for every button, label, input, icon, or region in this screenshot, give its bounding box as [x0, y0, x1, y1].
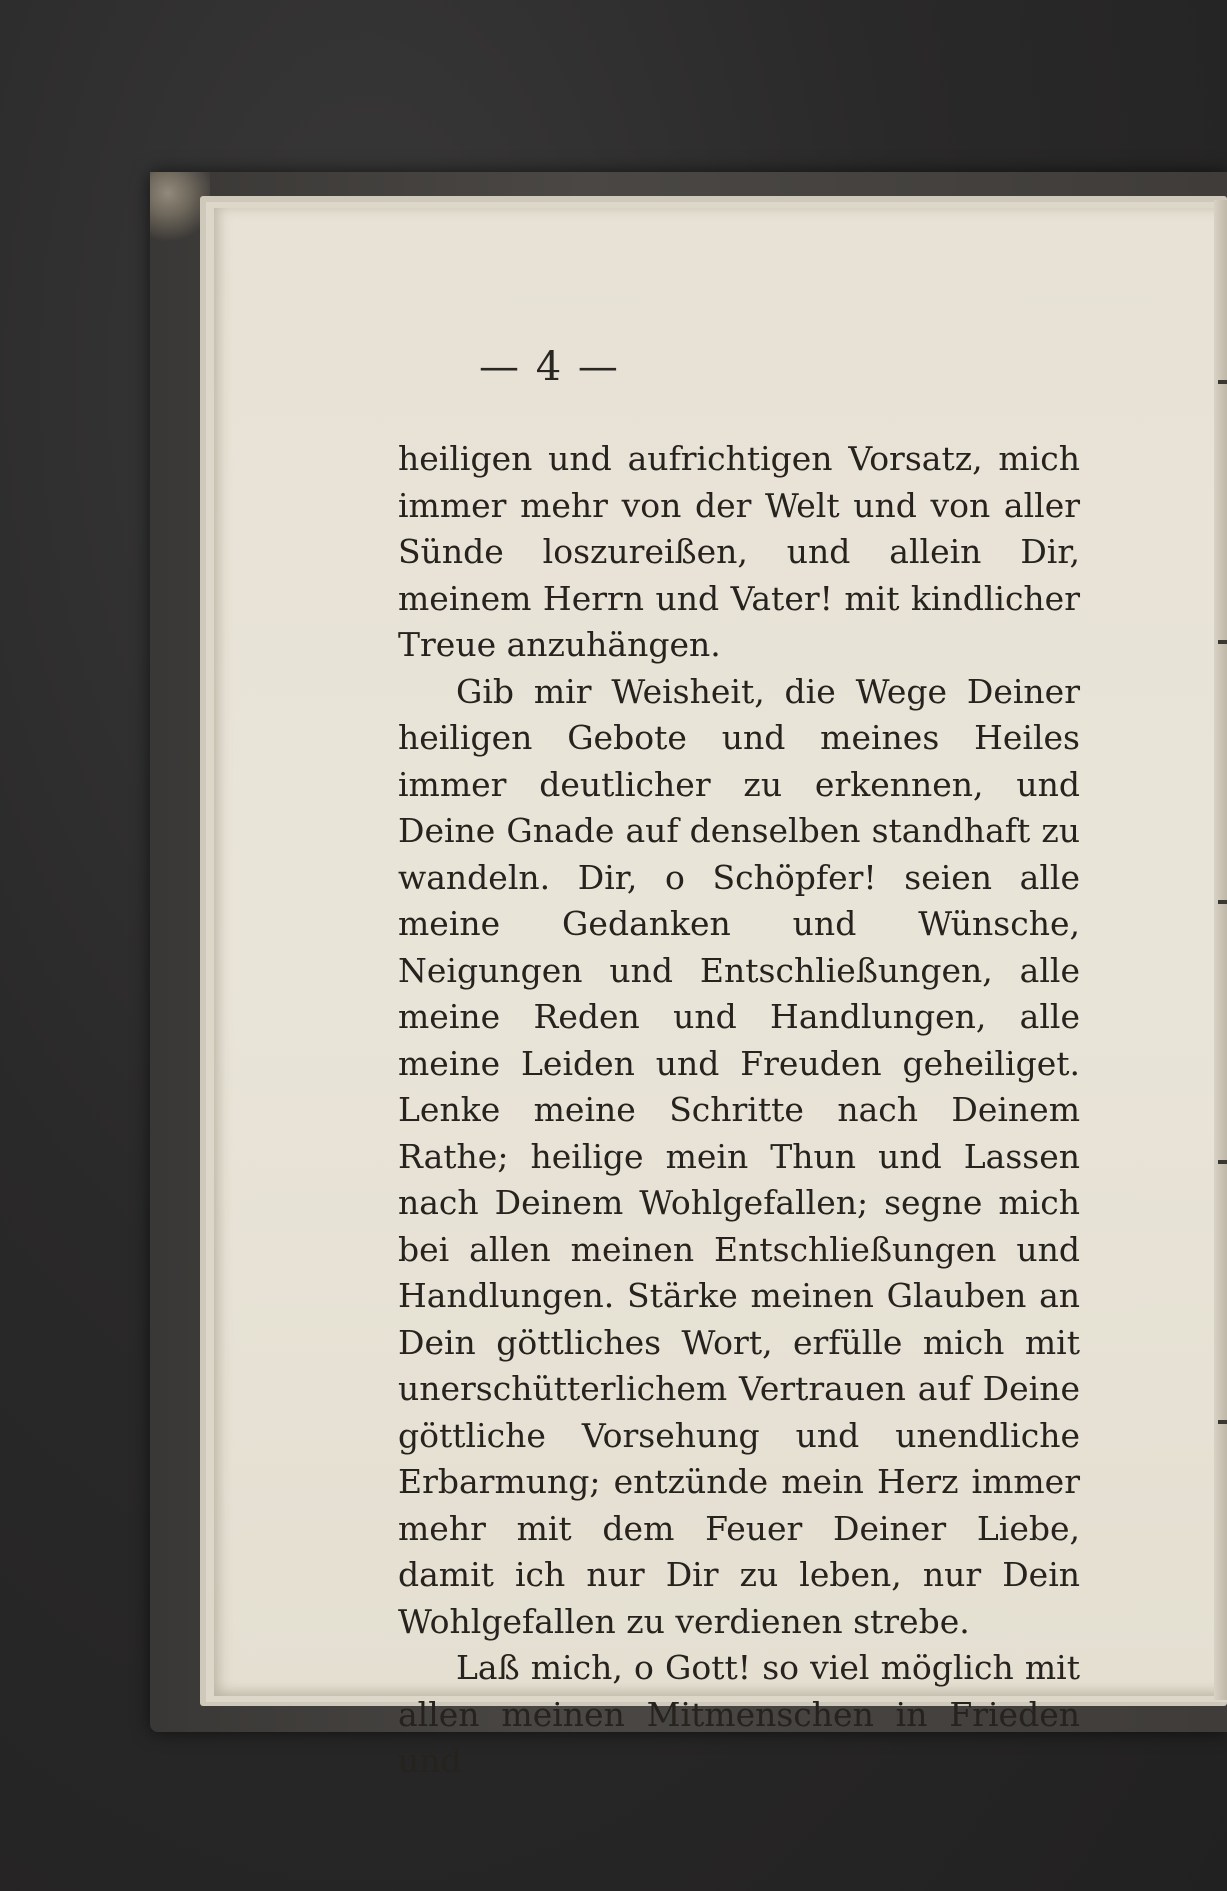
edge-mark: [1218, 900, 1227, 904]
paragraph-2: Gib mir Weisheit, die Wege Deiner heiligen Gebote und meines Heiles immer deutlicher zu erkennen, und Deine Gnade auf denselben standhaft zu wandeln. Dir, o Schöpfer! seien alle meine Gedanken und Wünsche, Neigungen und Entschließungen, alle meine Reden und Handlungen, alle meine Leiden und Freuden geheiliget. Lenke meine Schritte nach Deinem Rathe; heilige mein Thun und Lassen nach Deinem Wohlgefallen; segne mich bei allen meinen Entschließungen und Handlungen. Stärke meinen Glauben an Dein göttliches Wort, erfülle mich mit unerschütterlichem Vertrauen auf Deine göttliche Vorsehung und unendliche Erbarmung; entzünde mein Herz immer mehr mit dem Feuer Deiner Liebe, damit ich nur Dir zu leben, nur Dein Wohlgefallen zu verdienen strebe.: [398, 671, 1080, 1641]
edge-mark: [1218, 380, 1227, 384]
edge-mark: [1218, 1420, 1227, 1424]
page-edge-right: [1214, 200, 1227, 1700]
edge-mark: [1218, 640, 1227, 644]
edge-mark: [1218, 1160, 1227, 1164]
body-text: [398, 436, 1080, 1785]
paragraph-1: heiligen und aufrichtigen Vorsatz, mich immer mehr von der Welt und von aller Sünde loszureißen, und allein Dir, meinem Herrn und Vater! mit kindlicher Treue anzuhängen.: [398, 439, 1080, 664]
paragraph-3: Laß mich, o Gott! so viel möglich mit allen meinen Mitmenschen in Frieden und: [398, 1648, 1080, 1780]
page-number: — 4 —: [479, 344, 620, 390]
